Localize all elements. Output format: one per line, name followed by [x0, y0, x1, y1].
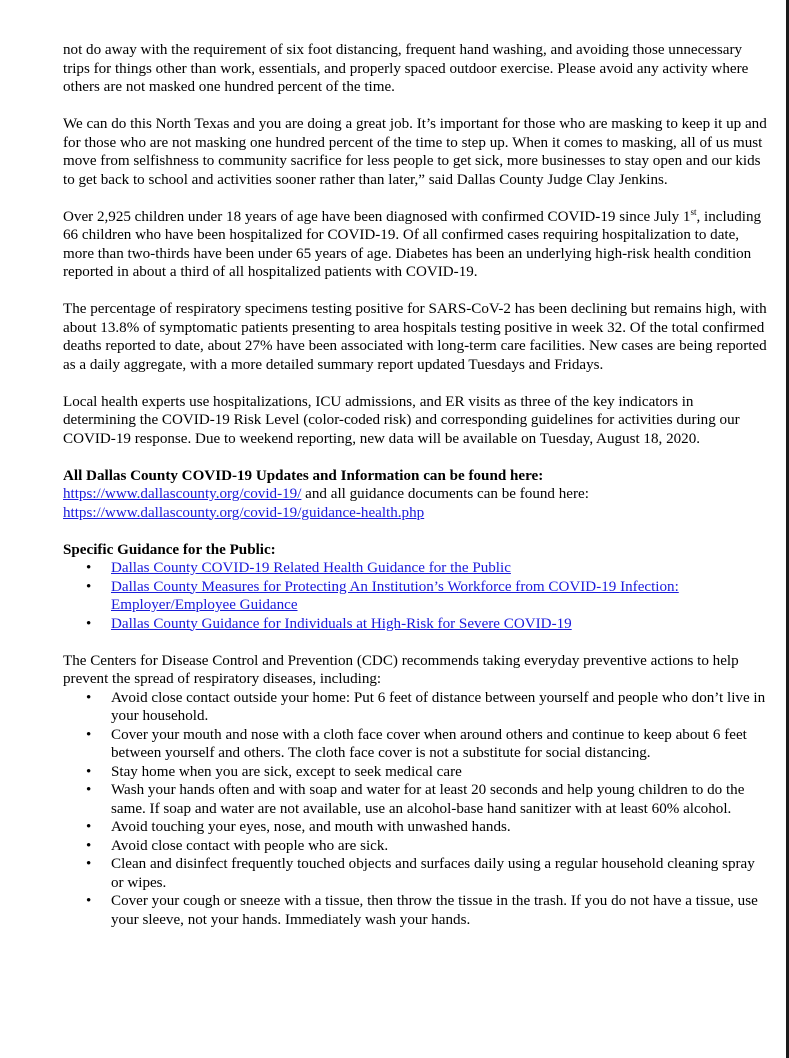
- paragraph-judge-quote: We can do this North Texas and you are doing a great job. It’s important for those who are masking to keep it up and for those who are not masking one hundred percent of the time to step up. When it comes to masking, all of us must move from selfishness to community sacrifice for less people to get sick, more businesses to stay open and our kids to get back to school and activities sooner rather than later,” said Dallas County Judge Clay Jenkins.: [63, 116, 767, 188]
- paragraph-children-cases: [63, 208, 769, 282]
- updates-section: [63, 467, 769, 523]
- list-item: • Stay home when you are sick, except to seek medical care: [63, 763, 769, 782]
- list-item: • Avoid touching your eyes, nose, and mouth with unwashed hands.: [63, 818, 769, 837]
- guidance-link-list: [63, 559, 769, 633]
- guidance-health-link[interactable]: https://www.dallascounty.org/covid-19/guidance-health.php: [63, 504, 425, 521]
- document-body: [63, 41, 769, 929]
- updates-heading: All Dallas County COVID-19 Updates and Information can be found here:: [63, 467, 544, 484]
- list-item: • Avoid close contact with people who are sick.: [63, 837, 769, 856]
- cdc-recommendation-list: [63, 689, 769, 930]
- public-guidance-link[interactable]: Dallas County COVID-19 Related Health Guidance for the Public: [111, 560, 511, 576]
- covid19-page-link[interactable]: https://www.dallascounty.org/covid-19/: [63, 486, 302, 502]
- list-item: [63, 559, 769, 578]
- workforce-guidance-link[interactable]: Dallas County Measures for Protecting An Institution’s Workforce from COVID-19 Infection: Employer/Employee Guidance: [111, 578, 679, 613]
- list-item: [63, 615, 769, 634]
- cdc-intro: The Centers for Disease Control and Prevention (CDC) recommends taking everyday preventive actions to help prevent the spread of respiratory diseases, including:: [63, 652, 739, 687]
- list-item: • Cover your cough or sneeze with a tissue, then throw the tissue in the trash. If you do not have a tissue, use your sleeve, not your hands. Immediately wash your hands.: [63, 892, 769, 929]
- ordinal-suffix: st: [690, 206, 697, 217]
- children-cases-text-cont: , including 66 children who have been hospitalized for COVID-19. Of all confirmed cases requiring hospitalization to date, more than two-thirds have been under 65 years of age. Diabetes has been an underlying high-risk health condition reported in about a third of all hospitalized patients with COVID-19.: [63, 208, 762, 280]
- paragraph-risk-level: Local health experts use hospitalizations, ICU admissions, and ER visits as three of the key indicators in determining the COVID-19 Risk Level (color-coded risk) and corresponding guidelines for activities during our COVID-19 response. Due to weekend reporting, new data will be available on Tuesday, August 18, 2020.: [63, 393, 740, 447]
- guidance-section: [63, 541, 769, 634]
- updates-middle-text: and all guidance documents can be found here:: [301, 486, 589, 502]
- children-cases-text: Over 2,925 children under 18 years of age have been diagnosed with confirmed COVID-19 since July 1: [63, 208, 691, 225]
- list-item: • Cover your mouth and nose with a cloth face cover when around others and continue to keep about 6 feet between yourself and others. The cloth face cover is not a substitute for social distancing.: [63, 726, 769, 763]
- list-item: [63, 578, 769, 615]
- list-item: • Wash your hands often and with soap and water for at least 20 seconds and help young children to do the same. If soap and water are not available, use an alcohol-base hand sanitizer with at least 60% alcohol.: [63, 781, 769, 818]
- guidance-heading: Specific Guidance for the Public:: [63, 541, 276, 558]
- cdc-section: [63, 652, 769, 930]
- paragraph-distancing: not do away with the requirement of six foot distancing, frequent hand washing, and avoiding those unnecessary trips for things other than work, essentials, and properly spaced outdoor exercise. Please avoid any activity where others are not masked one hundred percent of the time.: [63, 42, 749, 95]
- paragraph-testing: The percentage of respiratory specimens testing positive for SARS-CoV-2 has been declining but remains high, with about 13.8% of symptomatic patients presenting to area hospitals testing positive in week 32. Of the total confirmed deaths reported to date, about 27% have been associated with long-term care facilities. New cases are being reported as a daily aggregate, with a more detailed summary report updated Tuesdays and Fridays.: [63, 301, 767, 373]
- updates-links: [63, 485, 769, 522]
- list-item: • Clean and disinfect frequently touched objects and surfaces daily using a regular household cleaning spray or wipes.: [63, 855, 769, 892]
- list-item: • Avoid close contact outside your home: Put 6 feet of distance between yourself and people who don’t live in your household.: [63, 689, 769, 726]
- high-risk-guidance-link[interactable]: Dallas County Guidance for Individuals at High-Risk for Severe COVID-19: [111, 615, 572, 632]
